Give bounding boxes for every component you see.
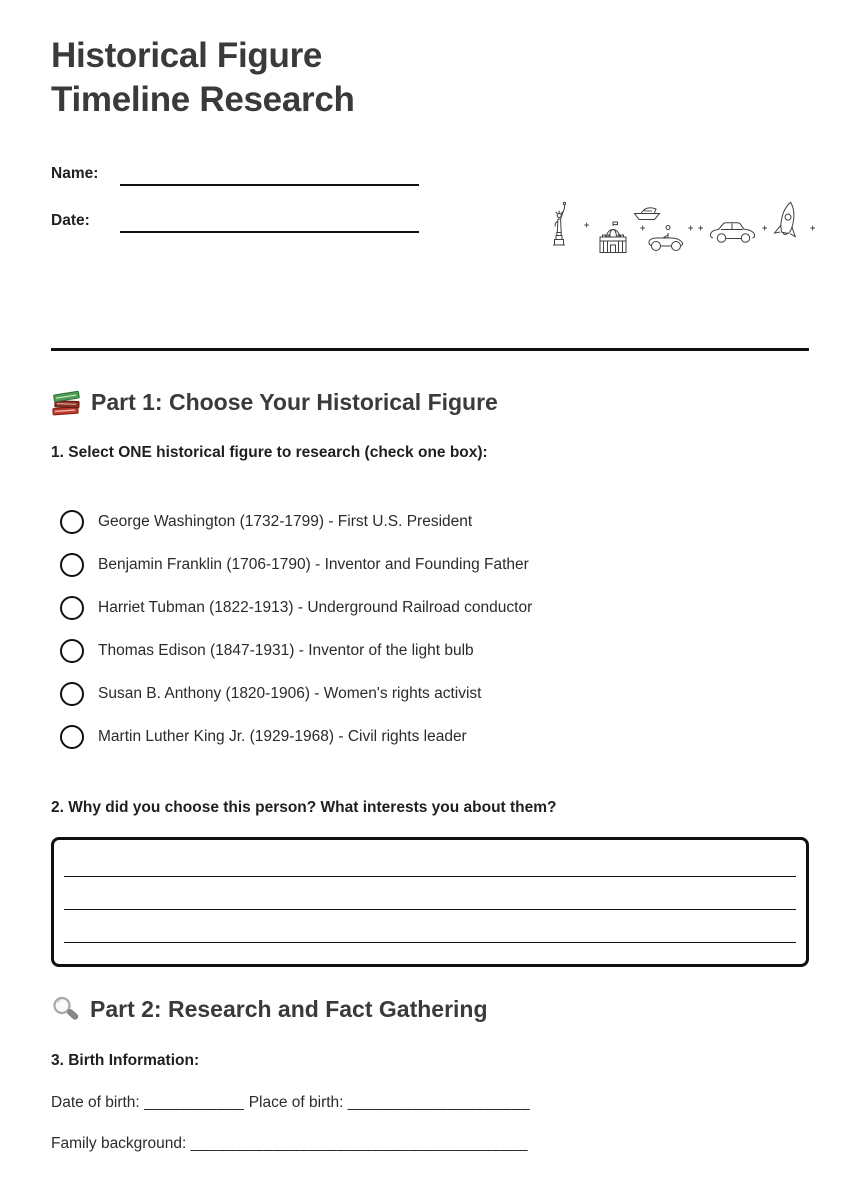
birth-info-line (51, 1093, 809, 1112)
writing-line[interactable] (64, 942, 796, 943)
timeline-separator: + (688, 223, 694, 233)
date-field-row (51, 209, 419, 233)
worksheet-page (0, 34, 860, 1195)
question-3-label: 3. Birth Information: (51, 1052, 200, 1069)
option-label: Harriet Tubman (1822-1913) - Underground Railroad conductor (98, 598, 533, 616)
question-1-label: 1. Select ONE historical figure to research (check one box): (51, 444, 488, 461)
family-background-line (51, 1134, 809, 1153)
option-label: George Washington (1732-1799) - First U.S. President (98, 512, 473, 530)
option-label: Thomas Edison (1847-1931) - Inventor of the light bulb (98, 641, 474, 659)
name-input-line[interactable] (120, 164, 419, 186)
part2-heading (51, 994, 809, 1024)
part2-heading-text: Part 2: Research and Fact Gathering (90, 996, 488, 1022)
option-susan-b-anthony[interactable] (51, 672, 809, 715)
family-background-blank[interactable]: _____________________________________ (190, 1135, 529, 1152)
radio-circle[interactable] (60, 553, 84, 577)
page-title-line1: Historical Figure (51, 36, 323, 75)
date-label: Date: (51, 212, 90, 229)
answer-box[interactable] (51, 837, 809, 967)
vintage-car-icon (647, 224, 685, 252)
date-of-birth-label: Date of birth: (51, 1094, 140, 1111)
option-label: Benjamin Franklin (1706-1790) - Inventor and Founding Father (98, 555, 529, 573)
date-of-birth-blank[interactable]: ___________ (144, 1094, 245, 1111)
section-divider (51, 348, 809, 351)
place-of-birth-label: Place of birth: (248, 1094, 344, 1111)
timeline-separator: + (640, 223, 646, 233)
writing-line[interactable] (64, 909, 796, 910)
page-title (51, 34, 809, 122)
date-input-line[interactable] (120, 211, 419, 233)
historical-figure-options (51, 500, 809, 758)
option-harriet-tubman[interactable] (51, 586, 809, 629)
magnifier-icon (51, 995, 79, 1024)
name-label: Name: (51, 165, 99, 182)
option-martin-luther-king-jr[interactable] (51, 715, 809, 758)
timeline-separator: + (762, 223, 768, 233)
radio-circle[interactable] (60, 639, 84, 663)
option-label: Martin Luther King Jr. (1929-1968) - Civil rights leader (98, 727, 467, 745)
option-thomas-edison[interactable] (51, 629, 809, 672)
question-2-label: 2. Why did you choose this person? What interests you about them? (51, 799, 557, 816)
part1-heading-text: Part 1: Choose Your Historical Figure (91, 389, 498, 415)
radio-circle[interactable] (60, 682, 84, 706)
name-field-row (51, 162, 419, 186)
family-background-label: Family background: (51, 1135, 187, 1152)
boat-icon (633, 204, 661, 221)
radio-circle[interactable] (60, 596, 84, 620)
part1-heading (51, 387, 809, 417)
radio-circle[interactable] (60, 510, 84, 534)
rocket-icon (770, 200, 804, 246)
timeline-separator: + (698, 223, 704, 233)
place-of-birth-blank[interactable]: ____________________ (347, 1094, 531, 1111)
capitol-building-icon (597, 220, 629, 254)
writing-line[interactable] (64, 876, 796, 877)
option-benjamin-franklin[interactable] (51, 543, 809, 586)
car-icon (708, 217, 758, 245)
radio-circle[interactable] (60, 725, 84, 749)
option-label: Susan B. Anthony (1820-1906) - Women's rights activist (98, 684, 482, 702)
timeline-separator: + (584, 220, 590, 230)
option-george-washington[interactable] (51, 500, 809, 543)
timeline-separator: + (810, 223, 816, 233)
books-icon (51, 388, 80, 417)
statue-of-liberty-icon (548, 198, 570, 246)
decorative-timeline (540, 192, 820, 270)
page-title-line2: Timeline Research (51, 80, 355, 119)
